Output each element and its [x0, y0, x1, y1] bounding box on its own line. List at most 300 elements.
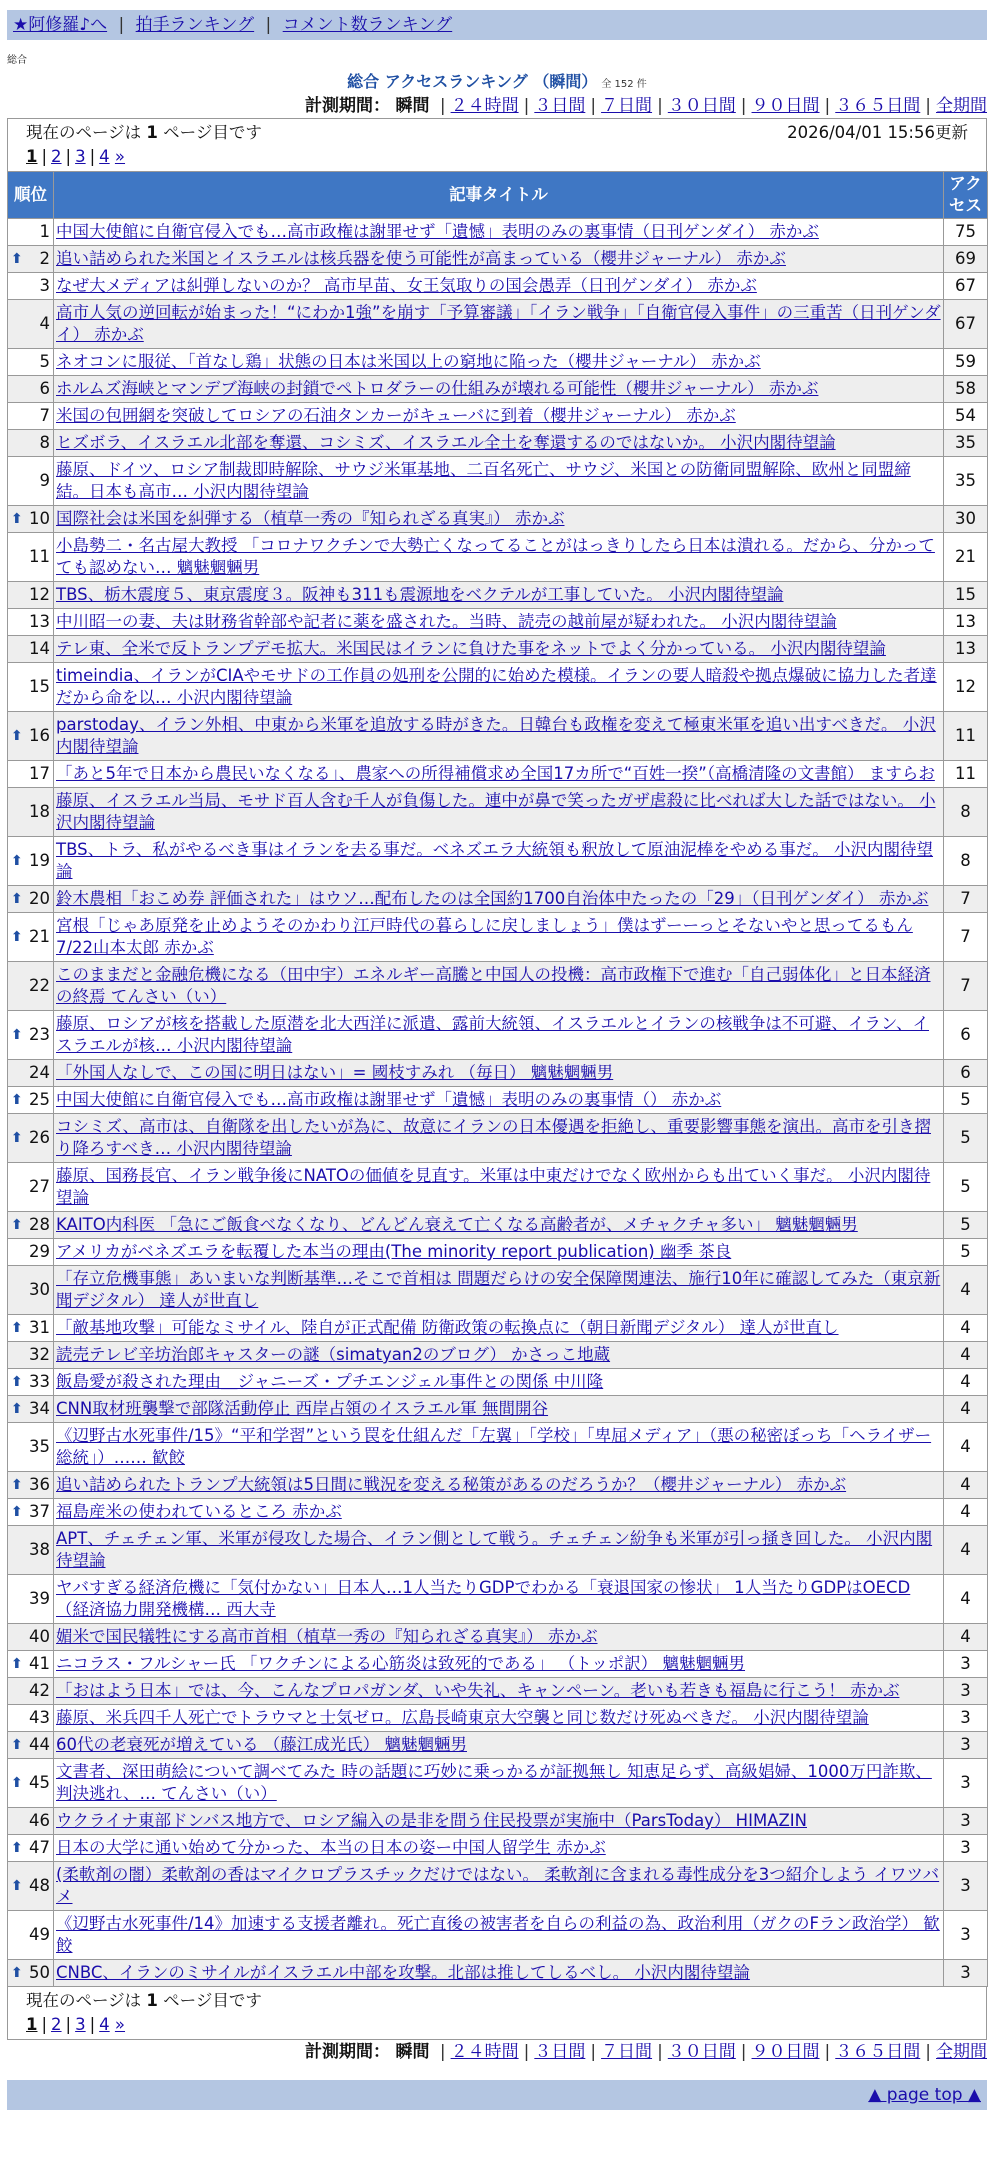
table-row: [8, 533, 988, 582]
pager-top: [7, 118, 987, 171]
rank-number: 15: [29, 677, 50, 696]
ranking-table: [7, 171, 988, 1987]
rank-cell: [8, 1163, 54, 1212]
rank-cell: [8, 962, 54, 1011]
table-row: [8, 1163, 988, 1212]
home-link[interactable]: ★阿修羅♪へ: [13, 15, 108, 35]
rank-number: 1: [39, 222, 50, 241]
title-cell: [54, 837, 944, 886]
period-separator: |: [439, 2042, 446, 2062]
period-option-link[interactable]: ９０日間: [751, 2042, 820, 2062]
rank-cell: [8, 273, 54, 300]
title-cell: [54, 886, 944, 913]
rank-number: 2: [39, 249, 50, 268]
table-row: [8, 1396, 988, 1423]
access-count: 4: [944, 1423, 988, 1472]
article-title-link[interactable]: 「存立危機事態」あいまいな判断基準…そこで首相は 問題だらけの安全保障関連法、施行10年に確認してみた（東京新聞デジタル） 達人が世直し: [56, 1269, 941, 1310]
access-count: 6: [944, 1060, 988, 1087]
table-row: [8, 1678, 988, 1705]
access-count: 69: [944, 246, 988, 273]
title-cell: [54, 246, 944, 273]
article-title-link[interactable]: KAITO内科医 「急にご飯食べなくなり、どんどん衰えて亡くなる高齢者が、メチャクチャ多い」 魑魅魍魎男: [56, 1215, 858, 1234]
header-access: アクセス: [944, 172, 988, 219]
title-cell: [54, 1423, 944, 1472]
article-title-link[interactable]: なぜ大メディアは糾弾しないのか？ 高市早苗、女王気取りの国会愚弄（日刊ゲンダイ） 赤かぶ: [56, 276, 757, 295]
table-row: [8, 376, 988, 403]
period-option-link[interactable]: ３日間: [534, 96, 586, 116]
page-link-3[interactable]: 3: [75, 147, 86, 166]
title-cell: [54, 376, 944, 403]
title-cell: [54, 1060, 944, 1087]
rank-cell: [8, 636, 54, 663]
rank-cell: [8, 761, 54, 788]
period-option-link[interactable]: ３日間: [534, 2042, 586, 2062]
title-cell: [54, 962, 944, 1011]
access-count: 4: [944, 1396, 988, 1423]
period-separator: |: [824, 2042, 831, 2062]
page-status-prefix: 現在のページは: [26, 123, 142, 142]
access-count: 75: [944, 219, 988, 246]
title-cell: [54, 1011, 944, 1060]
rank-number: 6: [39, 379, 50, 398]
period-options: [435, 96, 987, 116]
article-title-link[interactable]: 文書者、深田萌絵について調べてみた 時の話題に巧妙に乗っかるが証拠無し 知恵足らず、高級娼婦、1000万円詐欺、判決逃れ、… てんさい（い）: [56, 1762, 932, 1803]
page-top-link[interactable]: ▲ page top ▲: [868, 2085, 981, 2105]
rank-cell: [8, 1759, 54, 1808]
period-selector-top: [7, 94, 987, 118]
rank-cell: [8, 1369, 54, 1396]
page-status-current: 1: [146, 1991, 158, 2010]
article-title-link[interactable]: 「おはよう日本」では、今、こんなプロパガンダ、いや失礼、キャンペーン。老いも若きも福島に行こう！ 赤かぶ: [56, 1681, 900, 1700]
article-title-link[interactable]: 藤原、イスラエル当局、モサド百人含む千人が負傷した。連中が鼻で笑ったガザ虐殺に比べれば大した話ではない。 小沢内閣待望論: [56, 791, 936, 832]
period-option-link[interactable]: 全期間: [936, 96, 987, 116]
article-title-link[interactable]: 国際社会は米国を糾弾する（植草一秀の『知られざる真実』） 赤かぶ: [56, 509, 565, 528]
next-page-link[interactable]: »: [114, 2015, 126, 2034]
access-count: 4: [944, 1342, 988, 1369]
next-page-link[interactable]: »: [114, 147, 126, 166]
title-cell: [54, 663, 944, 712]
table-row: [8, 1862, 988, 1911]
period-option-link[interactable]: ２４時間: [450, 96, 519, 116]
rank-number: 32: [29, 1345, 50, 1364]
access-count: 12: [944, 663, 988, 712]
page-status-prefix: 現在のページは: [26, 1991, 142, 2010]
rank-cell: [8, 1396, 54, 1423]
rank-number: 10: [29, 509, 50, 528]
rank-number: 34: [29, 1399, 50, 1418]
title-cell: [54, 1575, 944, 1624]
rank-number: 8: [39, 433, 50, 452]
access-count: 5: [944, 1114, 988, 1163]
table-row: [8, 1087, 988, 1114]
access-count: 21: [944, 533, 988, 582]
article-title-link[interactable]: アメリカがベネズエラを転覆した本当の理由(The minority report publication) 幽季 茶良: [56, 1242, 732, 1261]
page-status-suffix: ページ目です: [163, 1991, 262, 2010]
title-cell: [54, 506, 944, 533]
title-cell: [54, 1862, 944, 1911]
title-cell: [54, 636, 944, 663]
title-cell: [54, 219, 944, 246]
rank-number: 28: [29, 1215, 50, 1234]
rank-number: 44: [29, 1735, 50, 1754]
page-link-2[interactable]: 2: [51, 2015, 62, 2034]
table-row: [8, 1060, 988, 1087]
article-title-link[interactable]: このままだと金融危機になる（田中宇）エネルギー高騰と中国人の投機：高市政権下で進む「自己弱体化」と日本経済の終焉 てんさい（い）: [56, 965, 931, 1006]
title-cell: [54, 1396, 944, 1423]
rank-cell: [8, 712, 54, 761]
rank-number: 3: [39, 276, 50, 295]
category-label: 総合: [7, 55, 27, 66]
page-status-current: 1: [146, 123, 158, 142]
article-title-link[interactable]: TBS、栃木震度５、東京震度３。阪神も311も震源地をベクテルが工事していた。 小沢内閣待望論: [56, 585, 784, 604]
rank-cell: [8, 1575, 54, 1624]
table-row: [8, 1342, 988, 1369]
rank-number: 14: [29, 639, 50, 658]
rank-cell: [8, 457, 54, 506]
rank-up-arrow-icon: ⬆: [11, 853, 23, 869]
period-option-link[interactable]: ７日間: [601, 96, 653, 116]
period-separator: |: [590, 2042, 597, 2062]
access-count: 8: [944, 788, 988, 837]
rank-number: 7: [39, 406, 50, 425]
nav-separator: |: [265, 15, 272, 35]
article-title-link[interactable]: TBS、トラ、私がやるべき事はイランを去る事だ。ベネズエラ大統領も釈放して原油泥棒をやめる事だ。 小沢内閣待望論: [56, 840, 934, 881]
rank-cell: [8, 1060, 54, 1087]
article-title-link[interactable]: timeindia、イランがCIAやモサドの工作員の処刑を公開的に始めた模様。イランの要人暗殺や拠点爆破に協力した者達だから命を以… 小沢内閣待望論: [56, 666, 937, 707]
nav-separator: |: [118, 15, 125, 35]
table-row: [8, 1526, 988, 1575]
page-status-suffix: ページ目です: [163, 123, 262, 142]
clap-ranking-link[interactable]: 拍手ランキング: [135, 15, 255, 35]
article-title-link[interactable]: 藤原、ロシアが核を搭載した原潜を北大西洋に派遣、露前大統領、イスラエルとイランの核戦争は不可避、イラン、イスラエルが核… 小沢内閣待望論: [56, 1014, 930, 1055]
period-option-link[interactable]: ７日間: [601, 2042, 653, 2062]
page-separator: |: [65, 2015, 72, 2034]
period-option-link[interactable]: ３０日間: [667, 2042, 736, 2062]
article-title-link[interactable]: CNN取材班襲撃で部隊活動停止 西岸占領のイスラエル軍 無間開谷: [56, 1399, 549, 1418]
article-title-link[interactable]: 読売テレビ辛坊治郎キャスターの謎（simatyan2のブログ） かさっこ地蔵: [56, 1345, 611, 1364]
page-separator: |: [41, 2015, 48, 2034]
rank-up-arrow-icon: ⬆: [11, 1840, 23, 1856]
rank-number: 41: [29, 1654, 50, 1673]
period-option-link[interactable]: 全期間: [936, 2042, 987, 2062]
title-cell: [54, 1835, 944, 1862]
title-cell: [54, 1526, 944, 1575]
rank-cell: [8, 506, 54, 533]
title-cell: [54, 1624, 944, 1651]
access-count: 8: [944, 837, 988, 886]
article-title-link[interactable]: (柔軟剤の闇）柔軟剤の香はマイクロプラスチックだけではない。 柔軟剤に含まれる毒性成分を3つ紹介しよう イワツバメ: [56, 1865, 940, 1906]
rank-number: 20: [29, 889, 50, 908]
access-count: 4: [944, 1369, 988, 1396]
table-row: [8, 1499, 988, 1526]
rank-up-arrow-icon: ⬆: [11, 1737, 23, 1753]
table-row: [8, 1114, 988, 1163]
rank-number: 39: [29, 1589, 50, 1608]
title-cell: [54, 1163, 944, 1212]
rank-cell: [8, 403, 54, 430]
article-title-link[interactable]: 中国大使館に自衛官侵入でも…高市政権は謝罪せず「遺憾」表明のみの裏事情（） 赤かぶ: [56, 1090, 722, 1109]
rank-number: 49: [29, 1925, 50, 1944]
ranking-count: 全 152 件: [601, 79, 647, 90]
table-row: [8, 1575, 988, 1624]
rank-cell: [8, 1678, 54, 1705]
period-option-link[interactable]: ３６５日間: [835, 96, 921, 116]
access-count: 3: [944, 1862, 988, 1911]
title-cell: [54, 712, 944, 761]
rank-cell: [8, 219, 54, 246]
period-separator: |: [439, 96, 446, 116]
top-nav-bar: [7, 10, 987, 40]
page-separator: |: [65, 147, 72, 166]
title-cell: [54, 1499, 944, 1526]
rank-cell: [8, 1835, 54, 1862]
rank-number: 19: [29, 851, 50, 870]
table-row: [8, 403, 988, 430]
table-row: [8, 246, 988, 273]
table-row: [8, 1705, 988, 1732]
rank-cell: [8, 1239, 54, 1266]
article-title-link[interactable]: ネオコンに服従、「首なし鶏」状態の日本は米国以上の窮地に陥った（櫻井ジャーナル） 赤かぶ: [56, 352, 761, 371]
rank-number: 4: [39, 314, 50, 333]
article-title-link[interactable]: 《辺野古水死事件/15》“平和学習”という罠を仕組んだ「左翼」「学校」「卑屈メディア」（悪の秘密ぼっち「ヘライザー総統」）…… 歓餃: [56, 1426, 932, 1467]
access-count: 3: [944, 1705, 988, 1732]
access-count: 3: [944, 1678, 988, 1705]
rank-number: 25: [29, 1090, 50, 1109]
page-link-2[interactable]: 2: [51, 147, 62, 166]
rank-number: 48: [29, 1876, 50, 1895]
rank-cell: [8, 1212, 54, 1239]
header-title: 記事タイトル: [54, 172, 944, 219]
rank-cell: [8, 1651, 54, 1678]
rank-cell: [8, 582, 54, 609]
access-count: 13: [944, 636, 988, 663]
table-row: [8, 1911, 988, 1960]
table-row: [8, 457, 988, 506]
table-row: [8, 1212, 988, 1239]
rank-number: 35: [29, 1437, 50, 1456]
article-title-link[interactable]: CNBC、イランのミサイルがイスラエル中部を攻撃。北部は推してしるべし。 小沢内閣待望論: [56, 1963, 750, 1982]
access-count: 67: [944, 273, 988, 300]
page-status: [26, 1989, 968, 2013]
period-option-link[interactable]: ３０日間: [667, 96, 736, 116]
article-title-link[interactable]: ニコラス・フルシャー氏 「ワクチンによる心筋炎は致死的である」 （トッポ訳） 魑魅魍魎男: [56, 1654, 746, 1673]
rank-cell: [8, 1732, 54, 1759]
title-cell: [54, 1759, 944, 1808]
rank-up-arrow-icon: ⬆: [11, 1477, 23, 1493]
rank-up-arrow-icon: ⬆: [11, 1217, 23, 1233]
article-title-link[interactable]: 中川昭一の妻、夫は財務省幹部や記者に薬を盛された。当時、読売の越前屋が疑われた。 小沢内閣待望論: [56, 612, 837, 631]
table-row: [8, 609, 988, 636]
article-title-link[interactable]: 飯島愛が殺された理由＿ジャニーズ・プチエンジェル事件との関係 中川隆: [56, 1372, 604, 1391]
ranking-title-text: 総合 アクセスランキング （瞬間）: [347, 72, 598, 91]
table-row: [8, 1759, 988, 1808]
rank-cell: [8, 1808, 54, 1835]
access-count: 4: [944, 1575, 988, 1624]
table-row: [8, 636, 988, 663]
access-count: 4: [944, 1624, 988, 1651]
access-count: 5: [944, 1239, 988, 1266]
article-title-link[interactable]: 米国の包囲網を突破してロシアの石油タンカーがキューバに到着（櫻井ジャーナル） 赤かぶ: [56, 406, 736, 425]
article-title-link[interactable]: 宮根「じゃあ原発を止めようそのかわり江戸時代の暮らしに戻しましょう」僕はずーーっとそないやと思ってるもん7/22山本太郎 赤かぶ: [56, 916, 913, 957]
table-row: [8, 962, 988, 1011]
article-title-link[interactable]: 《辺野古水死事件/14》加速する支援者離れ。死亡直後の被害者を自らの利益の為、政治利用（ガクのFラン政治学） 歓餃: [56, 1914, 940, 1955]
ranking-table-body: [8, 219, 988, 1987]
title-cell: [54, 349, 944, 376]
rank-up-arrow-icon: ⬆: [11, 511, 23, 527]
rank-number: 37: [29, 1502, 50, 1521]
article-title-link[interactable]: ヤバすぎる経済危機に「気付かない」日本人…1人当たりGDPでわかる「衰退国家の惨状」 1人当たりGDPはOECD（経済協力開発機構… 西大寺: [56, 1578, 911, 1619]
period-option-link[interactable]: ２４時間: [450, 2042, 519, 2062]
comment-ranking-link[interactable]: コメント数ランキング: [282, 15, 453, 35]
rank-number: 50: [29, 1963, 50, 1982]
title-cell: [54, 1266, 944, 1315]
table-row: [8, 1239, 988, 1266]
article-title-link[interactable]: APT、チェチェン軍、米軍が侵攻した場合、イラン側として戦う。チェチェン紛争も米軍が引っ掻き回した。 小沢内閣待望論: [56, 1529, 933, 1570]
access-count: 4: [944, 1499, 988, 1526]
table-row: [8, 1423, 988, 1472]
article-title-link[interactable]: 藤原、ドイツ、ロシア制裁即時解除、サウジ米軍基地、二百名死亡、サウジ、米国との防衛同盟解除、欧州と同盟締結。日本も高市… 小沢内閣待望論: [56, 460, 911, 501]
rank-up-arrow-icon: ⬆: [11, 1027, 23, 1043]
period-separator: |: [740, 2042, 747, 2062]
table-row: [8, 300, 988, 349]
period-label: 計測期間：: [305, 96, 391, 116]
rank-number: 11: [29, 547, 50, 566]
article-title-link[interactable]: 日本の大学に通い始めて分かった、本当の日本の姿ー中国人留学生 赤かぶ: [56, 1838, 606, 1857]
access-count: 3: [944, 1808, 988, 1835]
rank-up-arrow-icon: ⬆: [11, 1656, 23, 1672]
article-title-link[interactable]: 小島勢二・名古屋大教授 「コロナワクチンで大勢亡くなってることがはっきりしたら日本は潰れる。だから、分かってても認めない… 魑魅魍魎男: [56, 536, 935, 577]
access-count: 35: [944, 457, 988, 506]
access-count: 4: [944, 1526, 988, 1575]
rank-up-arrow-icon: ⬆: [11, 1130, 23, 1146]
page-wrapper: [7, 0, 987, 2110]
page-link-3[interactable]: 3: [75, 2015, 86, 2034]
access-count: 15: [944, 582, 988, 609]
access-count: 58: [944, 376, 988, 403]
rank-number: 24: [29, 1063, 50, 1082]
title-cell: [54, 1808, 944, 1835]
article-title-link[interactable]: 福島産米の使われているところ 赤かぶ: [56, 1502, 342, 1521]
updated-timestamp: 2026/04/01 15:56更新: [787, 123, 968, 142]
article-title-link[interactable]: ウクライナ東部ドンバス地方で、ロシア編入の是非を問う住民投票が実施中（ParsToday） HIMAZIN: [56, 1811, 807, 1830]
access-count: 59: [944, 349, 988, 376]
title-cell: [54, 457, 944, 506]
article-title-link[interactable]: 追い詰められた米国とイスラエルは核兵器を使う可能性が高まっている（櫻井ジャーナル） 赤かぶ: [56, 249, 786, 268]
rank-cell: [8, 1342, 54, 1369]
rank-number: 26: [29, 1128, 50, 1147]
rank-number: 16: [29, 726, 50, 745]
article-title-link[interactable]: 藤原、米兵四千人死亡でトラウマと士気ゼロ。広島長崎東京大空襲と同じ数だけ死ぬべきだ。 小沢内閣待望論: [56, 1708, 869, 1727]
access-count: 3: [944, 1651, 988, 1678]
page-status: [26, 121, 968, 145]
rank-cell: [8, 246, 54, 273]
table-row: [8, 1011, 988, 1060]
access-count: 35: [944, 430, 988, 457]
rank-up-arrow-icon: ⬆: [11, 1878, 23, 1894]
rank-number: 5: [39, 352, 50, 371]
title-cell: [54, 913, 944, 962]
period-label: 計測期間：: [305, 2042, 391, 2062]
title-cell: [54, 1705, 944, 1732]
access-count: 5: [944, 1087, 988, 1114]
title-cell: [54, 1342, 944, 1369]
rank-number: 29: [29, 1242, 50, 1261]
article-title-link[interactable]: ホルムズ海峡とマンデブ海峡の封鎖でペトロダラーの仕組みが壊れる可能性（櫻井ジャーナル） 赤かぶ: [56, 379, 819, 398]
article-title-link[interactable]: 「外国人なしで、この国に明日はない」= 國枝すみれ （毎日） 魑魅魍魎男: [56, 1063, 614, 1082]
title-cell: [54, 1315, 944, 1342]
article-title-link[interactable]: 鈴木農相「おこめ券 評価された」はウソ…配布したのは全国約1700自治体中たったの「29」（日刊ゲンダイ） 赤かぶ: [56, 889, 929, 908]
rank-cell: [8, 663, 54, 712]
rank-number: 27: [29, 1177, 50, 1196]
rank-number: 38: [29, 1540, 50, 1559]
rank-up-arrow-icon: ⬆: [11, 929, 23, 945]
ranking-title: [7, 70, 987, 94]
table-row: [8, 788, 988, 837]
rank-up-arrow-icon: ⬆: [11, 1320, 23, 1336]
page-link-1: 1: [26, 147, 38, 166]
page-link-4[interactable]: 4: [99, 147, 110, 166]
article-title-link[interactable]: 高市人気の逆回転が始まった！“にわか1強”を崩す「予算審議」「イラン戦争」「自衛官侵入事件」の三重苦（日刊ゲンダイ） 赤かぶ: [56, 303, 941, 344]
access-count: 6: [944, 1011, 988, 1060]
rank-cell: [8, 1315, 54, 1342]
table-row: [8, 1315, 988, 1342]
period-separator: |: [523, 2042, 530, 2062]
article-title-link[interactable]: 媚米で国民犠牲にする高市首相（植草一秀の『知られざる真実』） 赤かぶ: [56, 1627, 598, 1646]
title-cell: [54, 1678, 944, 1705]
article-title-link[interactable]: 「あと5年で日本から農民いなくなる」、農家への所得補償求め全国17カ所で“百姓一揆”（高橋清隆の文書館） ますらお: [56, 764, 935, 783]
article-title-link[interactable]: ヒズボラ、イスラエル北部を奪還、コシミズ、イスラエル全土を奪還するのではないか。 小沢内閣待望論: [56, 433, 836, 452]
rank-number: 47: [29, 1838, 50, 1857]
title-cell: [54, 1239, 944, 1266]
table-row: [8, 913, 988, 962]
article-title-link[interactable]: 藤原、国務長官、イラン戦争後にNATOの価値を見直す。米軍は中東だけでなく欧州からも出ていく事だ。 小沢内閣待望論: [56, 1166, 931, 1207]
rank-number: 13: [29, 612, 50, 631]
period-option-link[interactable]: ９０日間: [751, 96, 820, 116]
table-row: [8, 761, 988, 788]
article-title-link[interactable]: 中国大使館に自衛官侵入でも…高市政権は謝罪せず「遺憾」表明のみの裏事情（日刊ゲンダイ） 赤かぶ: [56, 222, 819, 241]
rank-cell: [8, 349, 54, 376]
title-cell: [54, 430, 944, 457]
rank-number: 36: [29, 1475, 50, 1494]
title-cell: [54, 403, 944, 430]
period-option-link[interactable]: ３６５日間: [835, 2042, 921, 2062]
period-separator: |: [590, 96, 597, 116]
rank-cell: [8, 1423, 54, 1472]
page-link-1: 1: [26, 2015, 38, 2034]
article-title-link[interactable]: 60代の老衰死が増えている （藤江成光氏） 魑魅魍魎男: [56, 1735, 467, 1754]
table-row: [8, 712, 988, 761]
page-link-4[interactable]: 4: [99, 2015, 110, 2034]
rank-number: 45: [29, 1773, 50, 1792]
article-title-link[interactable]: 追い詰められたトランプ大統領は5日間に戦況を変える秘策があるのだろうか？（櫻井ジャーナル） 赤かぶ: [56, 1475, 847, 1494]
footer-bar: [7, 2080, 987, 2110]
article-title-link[interactable]: 「敵基地攻撃」可能なミサイル、陸自が正式配備 防衛政策の転換点に（朝日新聞デジタル） 達人が世直し: [56, 1318, 839, 1337]
rank-number: 30: [29, 1280, 50, 1299]
table-row: [8, 1960, 988, 1987]
article-title-link[interactable]: コシミズ、高市は、自衛隊を出したいが為に、故意にイランの日本優遇を拒絶し、重要影響事態を演出。高市を引き摺り降ろすべき… 小沢内閣待望論: [56, 1117, 931, 1158]
table-row: [8, 506, 988, 533]
access-count: 11: [944, 761, 988, 788]
rank-number: 9: [39, 471, 50, 490]
rank-up-arrow-icon: ⬆: [11, 891, 23, 907]
rank-number: 40: [29, 1627, 50, 1646]
rank-cell: [8, 1526, 54, 1575]
article-title-link[interactable]: テレ東、全米で反トランプデモ拡大。米国民はイランに負けた事をネットでよく分かっている。 小沢内閣待望論: [56, 639, 886, 658]
title-cell: [54, 273, 944, 300]
rank-up-arrow-icon: ⬆: [11, 1775, 23, 1791]
rank-cell: [8, 430, 54, 457]
article-title-link[interactable]: parstoday、イラン外相、中東から米軍を追放する時がきた。日韓台も政権を変えて極東米軍を追い出すべきだ。 小沢内閣待望論: [56, 715, 936, 756]
